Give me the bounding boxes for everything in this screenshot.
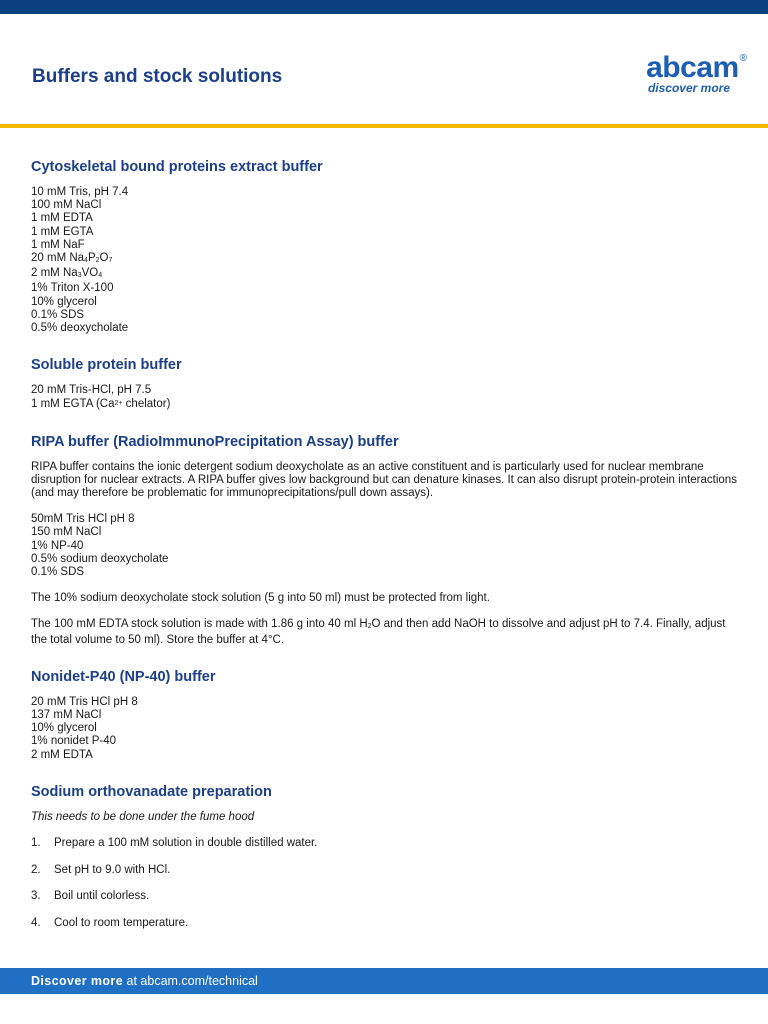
step-number: 1.	[31, 837, 41, 850]
ingredient-line: 2 mM EDTA	[31, 748, 93, 761]
footer-bold-text: Discover more	[31, 974, 124, 988]
text: O	[99, 252, 109, 265]
ingredient-line: 20 mM Tris HCl pH 8	[31, 695, 138, 708]
fume-hood-note: This needs to be done under the fume hood	[31, 810, 255, 823]
ingredient-line: 1 mM EGTA	[31, 225, 94, 238]
ingredient-line: 0.1% SDS	[31, 566, 85, 579]
footer-bar	[0, 968, 768, 994]
ingredient-line: 0.5% sodium deoxycholate	[31, 552, 169, 565]
ingredient-line: 1% Triton X-100	[31, 282, 114, 295]
step-text: Prepare a 100 mM solution in double distilled water.	[54, 837, 318, 850]
ingredient-line	[31, 397, 741, 411]
section-heading: Nonidet-P40 (NP-40) buffer	[31, 668, 216, 685]
subscript: 2	[367, 623, 372, 631]
text: VO	[81, 267, 99, 280]
section-heading: Sodium orthovanadate preparation	[31, 783, 272, 800]
procedure-step	[31, 890, 741, 903]
logo-tagline: discover more	[647, 81, 730, 95]
ingredient-list	[31, 186, 741, 335]
superscript: 2+	[114, 400, 123, 408]
procedure-step	[31, 837, 741, 850]
document-body	[31, 157, 741, 930]
text: P	[87, 252, 96, 265]
text: 20 mM Na	[31, 252, 85, 265]
ingredient-line: 0.1% SDS	[31, 308, 85, 321]
ingredient-line: 1% NP-40	[31, 539, 84, 552]
ingredient-line: 10% glycerol	[31, 295, 97, 308]
section-heading: Cytoskeletal bound proteins extract buffer	[31, 159, 323, 175]
header-divider	[0, 124, 768, 128]
subscript: 3	[77, 272, 82, 280]
procedure-step	[31, 917, 741, 930]
footer-link-text[interactable]: at abcam.com/technical	[123, 974, 258, 988]
ingredient-line: 0.5% deoxycholate	[31, 322, 129, 335]
step-text: Boil until colorless.	[54, 890, 150, 903]
subscript: 2	[95, 257, 100, 265]
subscript: 4	[84, 257, 88, 265]
ingredient-line: 150 mM NaCl	[31, 526, 102, 539]
ripa-intro-paragraph: RIPA buffer contains the ionic detergent sodium deoxycholate as an active constituent and is particularly used for nuclear membrane disruption for nuclear extracts. A RIPA buffer gives low background but can denature kinases. It can also disrupt protein-protein interactions (and may therefore be problematic for immunoprecipitations/pull down assays).	[31, 460, 737, 500]
ingredient-list	[31, 384, 741, 411]
ingredient-line: 1% nonidet P-40	[31, 735, 117, 748]
step-number: 4.	[31, 916, 41, 929]
ingredient-line: 50mM Tris HCl pH 8	[31, 513, 135, 526]
logo-registered-mark: ®	[739, 53, 747, 64]
ingredient-list	[31, 696, 741, 762]
ingredient-line	[31, 252, 741, 267]
np40-buffer-section	[31, 667, 741, 762]
page-header	[0, 14, 768, 124]
deoxycholate-note: The 10% sodium deoxycholate stock solution (5 g into 50 ml) must be protected from light.	[31, 592, 490, 605]
section-heading: Soluble protein buffer	[31, 357, 182, 374]
ingredient-line: 137 mM NaCl	[31, 709, 102, 722]
text: 2 mM Na	[31, 267, 78, 280]
edta-note	[31, 618, 741, 646]
ripa-buffer-section	[31, 432, 741, 647]
subscript: 4	[98, 272, 103, 280]
ingredient-line: 100 mM NaCl	[31, 199, 102, 212]
soluble-buffer-section	[31, 355, 741, 411]
ingredient-list	[31, 513, 741, 579]
procedure-steps	[31, 837, 741, 930]
text: 1 mM EGTA (Ca	[31, 398, 115, 411]
ingredient-line: 10% glycerol	[31, 722, 97, 735]
vanadate-section	[31, 782, 741, 930]
step-number: 3.	[31, 890, 41, 903]
step-number: 2.	[31, 863, 41, 876]
abcam-logo	[646, 52, 746, 95]
ingredient-line	[31, 267, 741, 282]
text: chelator)	[122, 398, 171, 411]
text: The 100 mM EDTA stock solution is made with 1.86 g into 40 ml H	[31, 618, 368, 631]
procedure-step	[31, 864, 741, 877]
ingredient-line: 1 mM EDTA	[31, 212, 93, 225]
ingredient-line: 10 mM Tris, pH 7.4	[31, 186, 129, 198]
logo-wordmark: abcam	[646, 51, 739, 84]
cytoskeletal-buffer-section	[31, 157, 741, 335]
ingredient-line: 1 mM NaF	[31, 238, 85, 251]
section-heading: RIPA buffer (RadioImmunoPrecipitation Assay) buffer	[31, 433, 399, 450]
step-text: Set pH to 9.0 with HCl.	[54, 863, 171, 876]
page-title: Buffers and stock solutions	[32, 66, 283, 87]
text: O and then add NaOH to dissolve and adjust pH to 7.4. Finally, adjust the total volume to 50 ml). Store the buffer at 4°C.	[31, 618, 726, 646]
top-band	[0, 0, 768, 14]
ingredient-line: 20 mM Tris-HCl, pH 7.5	[31, 384, 152, 397]
subscript: 7	[108, 257, 113, 265]
step-text: Cool to room temperature.	[54, 916, 189, 929]
